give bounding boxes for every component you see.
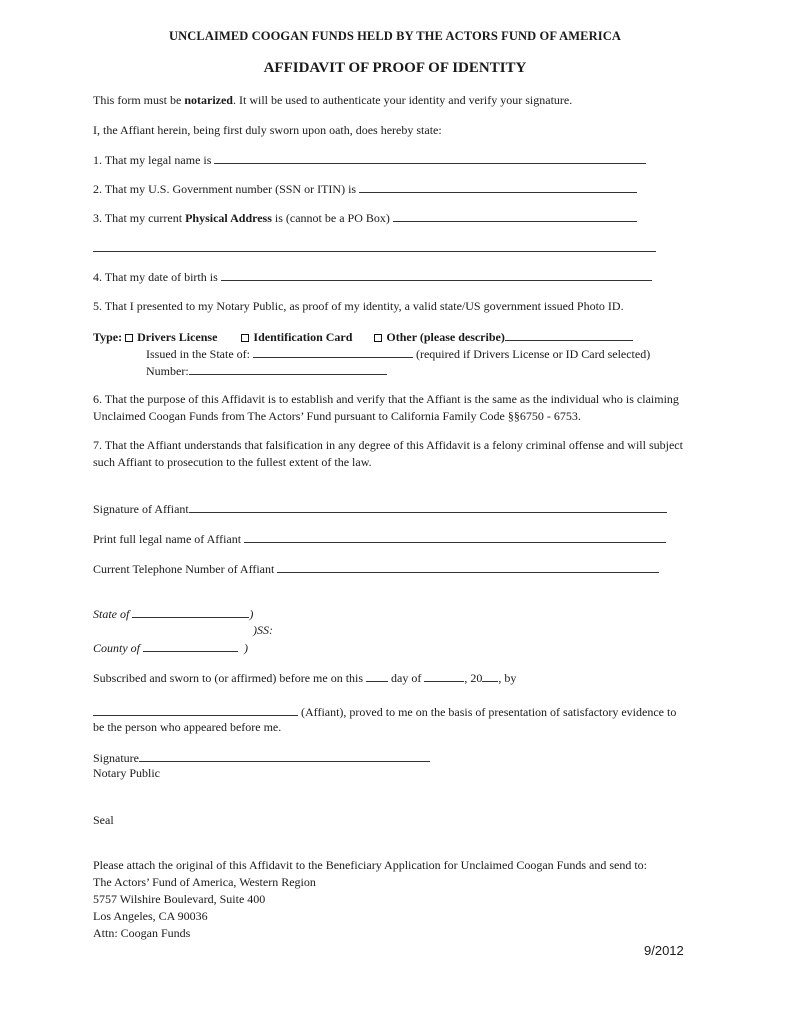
org-title: UNCLAIMED COOGAN FUNDS HELD BY THE ACTORS FUND OF AMERICA (169, 29, 621, 43)
mailing-address-line: Attn: Coogan Funds (93, 926, 191, 940)
id-type-row: Type: Drivers License Identification Card Other (please describe) (93, 329, 633, 344)
notarized-emphasis: notarized (184, 93, 233, 107)
date-of-birth-field[interactable] (221, 269, 652, 281)
other-id-description-field[interactable] (505, 329, 633, 341)
notary-public-label: Notary Public (93, 766, 160, 780)
mailing-address-line: Los Angeles, CA 90036 (93, 909, 208, 923)
legal-name-field[interactable] (214, 152, 646, 164)
affiant-print-name-field[interactable] (244, 531, 666, 543)
physical-address-field-line2[interactable] (93, 251, 656, 252)
jurat-affiant-row: (Affiant), proved to me on the basis of presentation of satisfactory evidence to (93, 704, 676, 719)
issued-state-row: Issued in the State of: (required if Drivers License or ID Card selected) (146, 347, 651, 361)
affiant-signature-row: Signature of Affiant (93, 501, 667, 516)
notarize-notice: This form must be notarized. It will be used to authenticate your identity and verify your signature. (93, 93, 573, 107)
affiant-telephone-field[interactable] (277, 561, 659, 573)
statement-physical-address: 3. That my current Physical Address is (cannot be a PO Box) (93, 210, 637, 225)
notary-signature-field[interactable] (139, 750, 430, 762)
id-number-field[interactable] (189, 363, 387, 375)
statement-falsification: 7. That the Affiant understands that falsification in any degree of this Affidavit is a felony criminal offense and will subject such Affiant to prosecution to the fullest extent of the law. (93, 438, 683, 469)
jurat-affiant-row-cont: be the person who appeared before me. (93, 720, 282, 734)
revision-date: 9/2012 (644, 943, 684, 958)
drivers-license-checkbox[interactable] (125, 334, 133, 342)
statement-legal-name: 1. That my legal name is (93, 152, 646, 167)
venue-county-field[interactable] (143, 640, 238, 652)
document-title: AFFIDAVIT OF PROOF OF IDENTITY (263, 60, 527, 76)
venue-state-row: State of ) (93, 607, 254, 621)
affiant-signature-field[interactable] (189, 501, 667, 513)
venue-county-row: County of ) (93, 641, 248, 655)
affiant-print-name-row: Print full legal name of Affiant (93, 531, 666, 546)
issued-state-field[interactable] (253, 346, 413, 358)
id-type-label: Type: (93, 330, 123, 344)
jurat-year-field[interactable] (482, 670, 498, 682)
mailing-address-line: The Actors’ Fund of America, Western Region (93, 875, 316, 889)
seal-label: Seal (93, 813, 114, 827)
affiant-telephone-row: Current Telephone Number of Affiant (93, 561, 659, 576)
jurat-day-field[interactable] (366, 670, 388, 682)
physical-address-field[interactable] (393, 210, 637, 222)
venue-state-field[interactable] (132, 606, 249, 618)
mailing-instruction: Please attach the original of this Affidavit to the Beneficiary Application for Unclaimed Coogan Funds and send to: (93, 858, 647, 872)
gov-number-field[interactable] (359, 181, 637, 193)
jurat-month-field[interactable] (424, 670, 464, 682)
statement-purpose: 6. That the purpose of this Affidavit is to establish and verify that the Affiant is the same as the individual who is claiming Unclaimed Coogan Funds from The Actors’ Fund pursuant to California Family Code §§6750 - 6753. (93, 392, 679, 423)
other-id-checkbox[interactable] (374, 334, 382, 342)
statement-date-of-birth: 4. That my date of birth is (93, 269, 652, 284)
id-number-row: Number: (146, 363, 387, 378)
notary-signature-row: Signature (93, 750, 430, 765)
jurat-affiant-name-field[interactable] (93, 704, 298, 716)
identification-card-checkbox[interactable] (241, 334, 249, 342)
oath-statement: I, the Affiant herein, being first duly sworn upon oath, does hereby state: (93, 123, 442, 137)
venue-ss-label: )SS: (253, 623, 273, 637)
statement-photo-id: 5. That I presented to my Notary Public, as proof of my identity, a valid state/US government issued Photo ID. (93, 299, 624, 313)
jurat-date-row: Subscribed and sworn to (or affirmed) before me on this day of , 20 , by (93, 671, 517, 685)
statement-gov-number: 2. That my U.S. Government number (SSN or ITIN) is (93, 181, 637, 196)
mailing-address-line: 5757 Wilshire Boulevard, Suite 400 (93, 892, 266, 906)
